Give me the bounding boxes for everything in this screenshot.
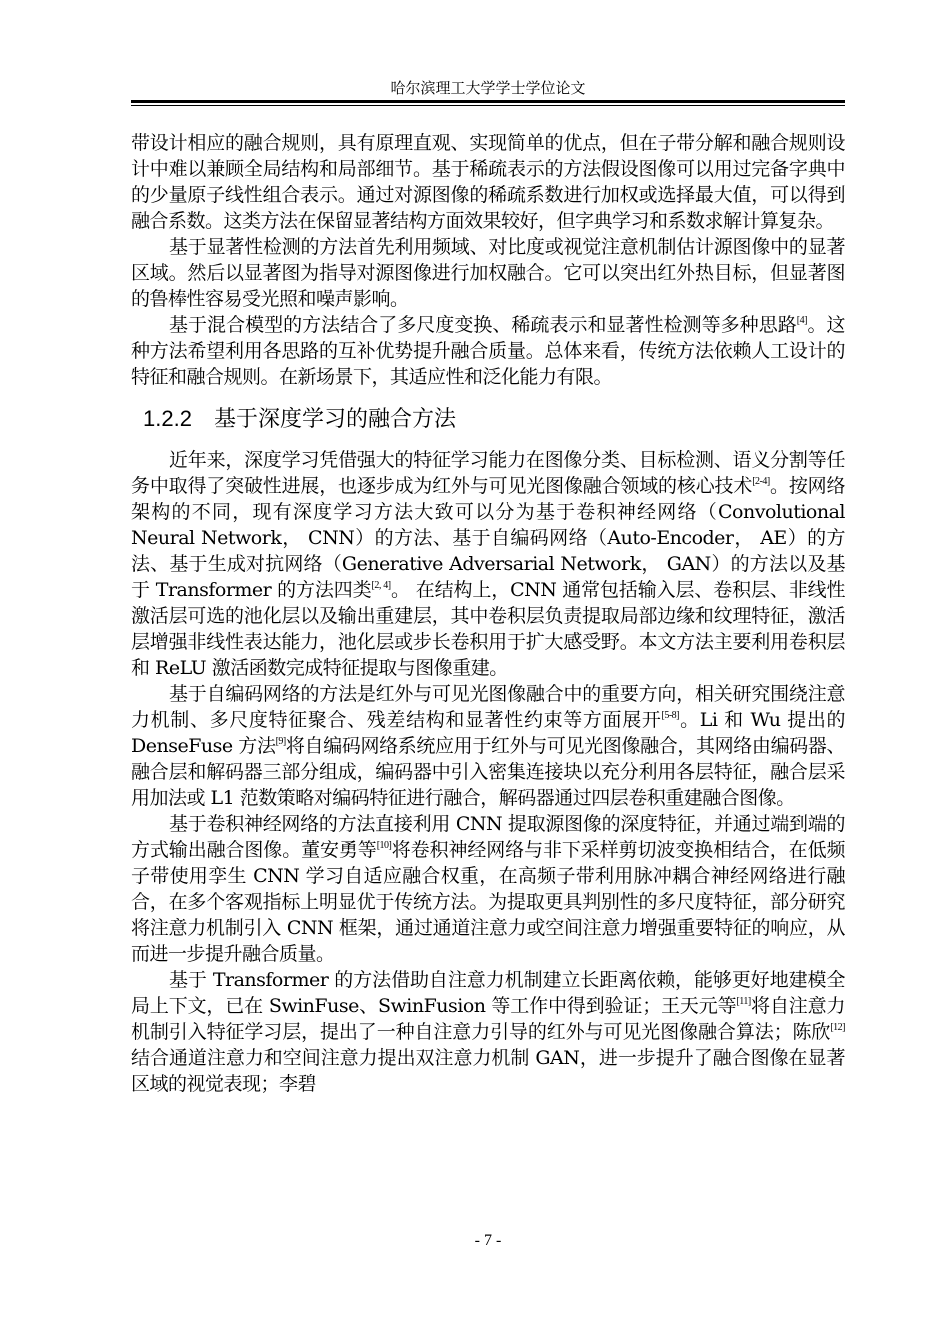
paragraph-4-text-b: 。按网络架构的不同，现有深度学习方法大致可以分为基于卷积神经网络（Convolutional Neural Network， CNN）的方法、基于自编码网络（Auto-Encoder， AE）的方法、基于生成对抗网络（Generative Adversarial Network， GAN）的方法以及基于 Transformer 的方法四类 xyxy=(131,475,845,601)
paragraph-1: 带设计相应的融合规则，具有原理直观、实现简单的优点，但在子带分解和融合规则设计中难以兼顾全局结构和局部细节。基于稀疏表示的方法假设图像可以用过完备字典中的少量原子线性组合表示。通过对源图像的稀疏系数进行加权或选择最大值，可以得到融合系数。这类方法在保留显著结构方面效果较好，但字典学习和系数求解计算复杂。 xyxy=(131,132,845,232)
header-rule-thick xyxy=(131,100,845,103)
header-rule-thin xyxy=(131,105,845,106)
paragraph-7-text-c: 结合通道注意力和空间注意力提出双注意力机制 GAN，进一步提升了融合图像在显著区域的视觉表现；李碧 xyxy=(131,1047,845,1095)
section-title: 基于深度学习的融合方法 xyxy=(213,407,456,432)
paragraph-7 xyxy=(131,967,845,1097)
paragraph-6-text-a: 基于卷积神经网络的方法直接利用 CNN 提取源图像的深度特征，并通过端到端的方式输出融合图像。董安勇等 xyxy=(131,813,845,861)
paragraph-3-text-b: 。这种方法希望利用各思路的互补优势提升融合质量。总体来看，传统方法依赖人工设计的特征和融合规则。在新场景下，其适应性和泛化能力有限。 xyxy=(131,314,845,388)
citation-2-4: [2-4] xyxy=(752,476,770,487)
citation-9: [9] xyxy=(275,736,286,747)
paragraph-2: 基于显著性检测的方法首先利用频域、对比度或视觉注意机制估计源图像中的显著区域。然后以显著图为指导对源图像进行加权融合。它可以突出红外热目标，但显著图的鲁棒性容易受光照和噪声影响。 xyxy=(131,236,845,310)
body-text xyxy=(131,130,845,1097)
paragraph-5-text-a: 基于自编码网络的方法是红外与可见光图像融合中的重要方向，相关研究围绕注意力机制、多尺度特征聚合、残差结构和显著性约束等方面展开 xyxy=(131,683,845,731)
citation-10: [10] xyxy=(376,840,392,851)
paragraph-5-text-c: 将自编码网络系统应用于红外与可见光图像融合，其网络由编码器、融合层和解码器三部分组成，编码器中引入密集连接块以充分利用各层特征，融合层采用加法或 L1 范数策略对编码特征进行融合，解码器通过四层卷积重建融合图像。 xyxy=(131,735,845,809)
paragraph-6 xyxy=(131,811,845,967)
paragraph-4-text-c: 。 在结构上，CNN 通常包括输入层、卷积层、非线性激活层可选的池化层以及输出重建层，其中卷积层负责提取局部边缘和纹理特征，激活层增强非线性表达能力，池化层或步长卷积用于扩大感受野。本文方法主要利用卷积层和 ReLU 激活函数完成特征提取与图像重建。 xyxy=(131,579,846,679)
paragraph-5-text-b: 。Li 和 Wu 提出的 DenseFuse 方法 xyxy=(131,709,845,757)
citation-4: [4] xyxy=(796,315,807,326)
citation-12: [12] xyxy=(830,1022,845,1033)
paragraph-4-text-a: 近年来，深度学习凭借强大的特征学习能力在图像分类、目标检测、语义分割等任务中取得了突破性进展，也逐步成为红外与可见光图像融合领域的核心技术 xyxy=(131,449,845,497)
citation-2-and-4: [2, 4] xyxy=(371,580,391,591)
paragraph-7-text-b: 将自注意力机制引入特征学习层，提出了一种自注意力引导的红外与可见光图像融合算法；陈欣 xyxy=(131,995,845,1043)
paragraph-6-text-b: 将卷积神经网络与非下采样剪切波变换相结合，在低频子带使用孪生 CNN 学习自适应融合权重，在高频子带利用脉冲耦合神经网络进行融合，在多个客观指标上明显优于传统方法。为提取更具判别性的多尺度特征，部分研究将注意力机制引入 CNN 框架，通过通道注意力或空间注意力增强重要特征的响应，从而进一步提升融合质量。 xyxy=(131,839,845,965)
section-number: 1.2.2 xyxy=(143,406,192,431)
page-number: - 7 - xyxy=(474,1232,502,1249)
running-header: 哈尔滨理工大学学士学位论文 xyxy=(390,79,586,97)
citation-5-8: [5-8] xyxy=(661,710,679,721)
citation-11: [11] xyxy=(736,996,751,1007)
paragraph-5 xyxy=(131,681,845,811)
paragraph-3-text-a: 基于混合模型的方法结合了多尺度变换、稀疏表示和显著性检测等多种思路 xyxy=(169,314,797,336)
paragraph-4 xyxy=(131,447,845,681)
paragraph-3 xyxy=(131,312,845,390)
paragraph-7-text-a: 基于 Transformer 的方法借助自注意力机制建立长距离依赖，能够更好地建模全局上下文，已在 SwinFuse、SwinFusion 等工作中得到验证；王天元等 xyxy=(131,969,845,1017)
section-heading xyxy=(143,402,845,437)
